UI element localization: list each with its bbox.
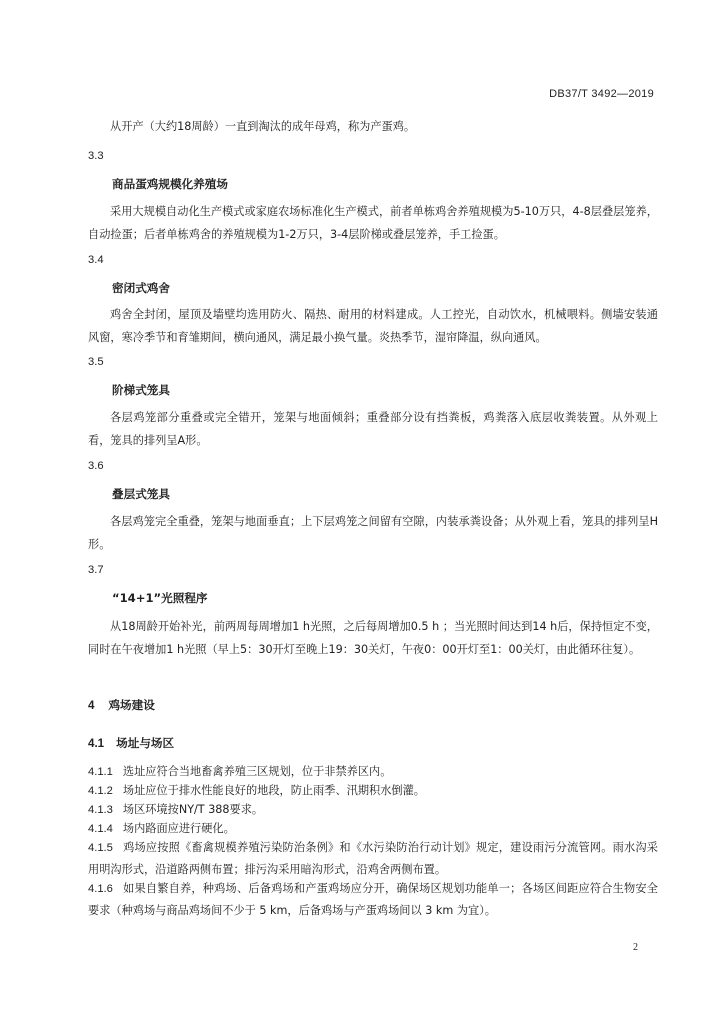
subsection-number: 4.1 [88,737,105,750]
clause-item [88,837,658,881]
term-body: 鸡舍全封闭，屋顶及墙壁均选用防火、隔热、耐用的材料建成。人工控光，自动饮水，机械喂料。侧墙安装通风窗，寒冷季节和育雏期间，横向通风，满足最小换气量。炎热季节，湿帘降温，纵向通风。 [88,308,658,344]
term-title: 阶梯式笼具 [112,383,170,397]
term-body: 从18周龄开始补光，前两周每周增加1 h光照，之后每周增加0.5 h ；当光照时间达到14 h后，保持恒定不变，同时在午夜增加1 h光照（早上5：30开灯至晚上19：30关灯，午夜0：00开灯至1：00关灯，由此循环往复）。 [88,620,658,656]
clause-text: 选址应符合当地畜禽养殖三区规划，位于非禁养区内。 [122,765,392,778]
clause-number: 4.1.4 [88,823,113,835]
term-number: 3.5 [88,356,104,368]
page-number: 2 [633,942,638,953]
clause-text: 场址应位于排水性能良好的地段，防止雨季、汛期积水倒灌。 [122,784,425,797]
intro-paragraph: 从开产（大约18周龄）一直到淘汰的成年母鸡，称为产蛋鸡。 [110,120,416,133]
clause-number: 4.1.2 [88,785,113,797]
clause-number: 4.1.3 [88,804,113,816]
subsection-heading [88,735,174,751]
section-number: 4 [88,699,95,712]
term-title: 密闭式鸡舍 [112,281,170,295]
clause-text: 如果自繁自养，种鸡场、后备鸡场和产蛋鸡场应分开，确保场区规划功能单一；各场区间距应符合生物安全要求（种鸡场与商品鸡场间不少于 5 km，后备鸡场与产蛋鸡场间以 3 km 为宜）。 [88,882,658,917]
term-title: “14+1”光照程序 [112,591,208,605]
clause-text: 场内路面应进行硬化。 [122,822,235,835]
clause-item [88,878,658,922]
term-number: 3.4 [88,254,104,266]
term-body: 各层鸡笼部分重叠或完全错开，笼架与地面倾斜；重叠部分设有挡粪板，鸡粪落入底层收粪装置。从外观上看，笼具的排列呈A形。 [88,411,658,447]
clause-number: 4.1.6 [88,883,113,895]
section-heading [88,697,155,713]
document-code: DB37/T 3492—2019 [549,88,654,100]
term-title: 叠层式笼具 [112,487,170,501]
term-number: 3.7 [88,564,104,576]
section-title: 鸡场建设 [108,698,155,712]
term-body: 采用大规模自动化生产模式或家庭农场标准化生产模式，前者单栋鸡舍养殖规模为5-10万只，4-8层叠层笼养，自动捡蛋；后者单栋鸡舍的养殖规模为1-2万只，3-4层阶梯或叠层笼养，手工捡蛋。 [88,205,658,241]
clause-text: 鸡场应按照《畜禽规模养殖污染防治条例》和《水污染防治行动计划》规定，建设雨污分流管网。雨水沟采用明沟形式，沿道路两侧布置；排污沟采用暗沟形式，沿鸡舍两侧布置。 [88,841,658,876]
subsection-title: 场址与场区 [116,736,175,750]
term-number: 3.6 [88,460,104,472]
term-number: 3.3 [88,150,104,162]
term-title: 商品蛋鸡规模化养殖场 [112,177,228,191]
clause-number: 4.1.1 [88,766,113,778]
clause-number: 4.1.5 [88,842,113,854]
term-body: 各层鸡笼完全重叠，笼架与地面垂直；上下层鸡笼之间留有空隙，内装承粪设备；从外观上看，笼具的排列呈H形。 [88,515,658,551]
clause-text: 场区环境按NY/T 388要求。 [122,803,264,816]
